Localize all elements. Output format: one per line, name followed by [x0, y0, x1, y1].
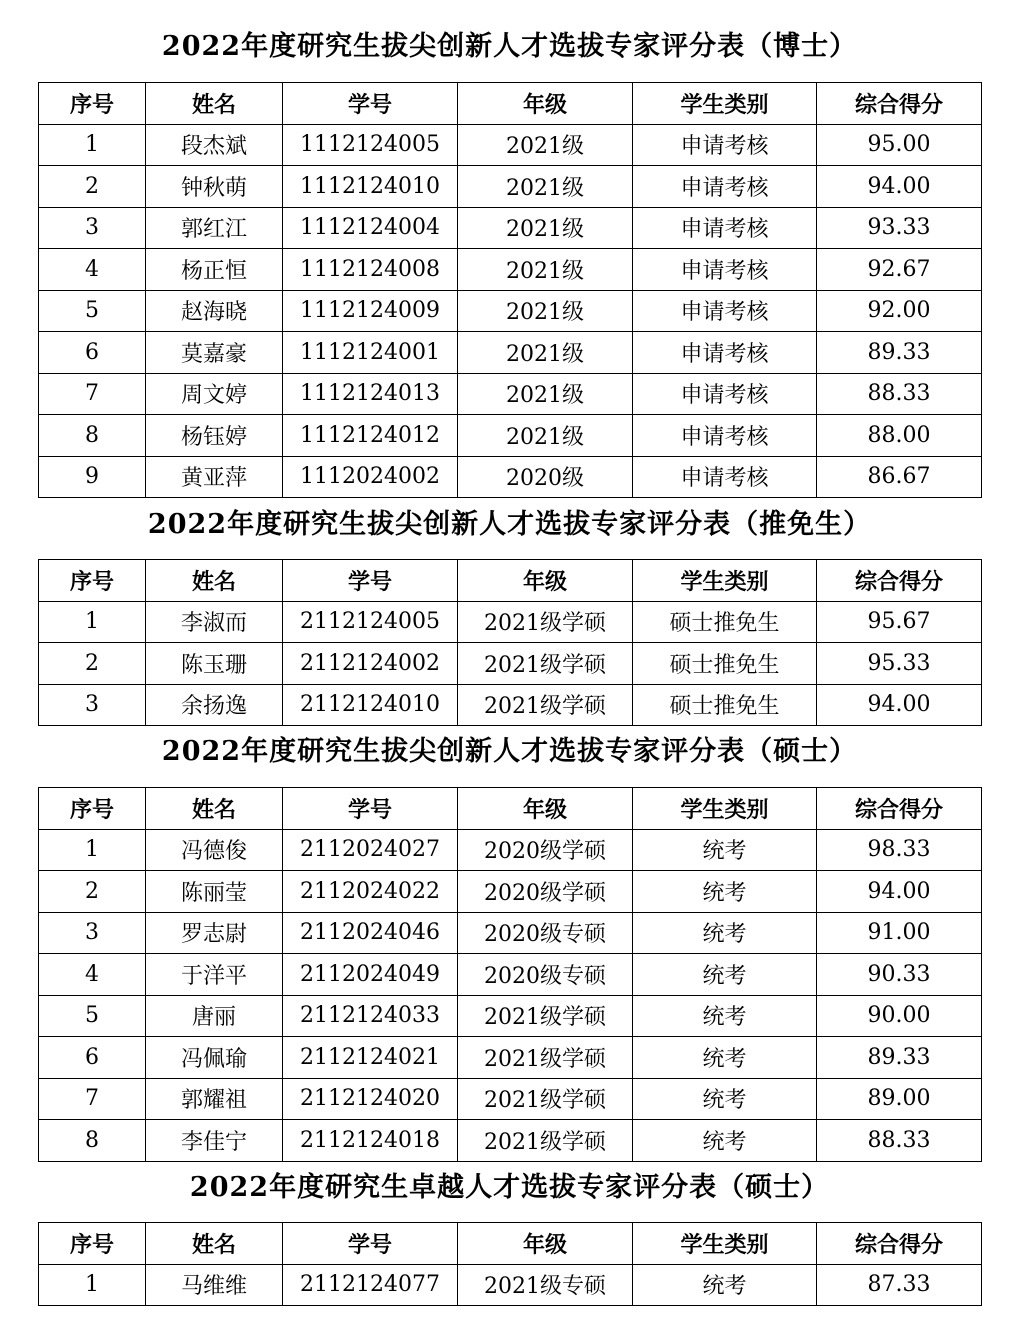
cell-index: 1: [39, 829, 146, 871]
table-row: [39, 1037, 982, 1079]
header-student-id: 学号: [283, 560, 458, 602]
section-title: 2022年度研究生拔尖创新人才选拔专家评分表（硕士）: [161, 736, 858, 767]
table-row: [39, 1078, 982, 1120]
header-row: [39, 83, 982, 125]
table-row: [39, 207, 982, 249]
cell-student-id: 1112124012: [283, 415, 458, 457]
cell-index: 1: [39, 1264, 146, 1306]
header-grade: 年级: [458, 788, 633, 830]
table-row: [39, 415, 982, 457]
score-table: [38, 787, 982, 1162]
cell-student-type: 申请考核: [633, 415, 817, 457]
cell-grade: 2020级专硕: [458, 912, 633, 954]
cell-score: 91.00: [817, 912, 982, 954]
table-row: [39, 456, 982, 498]
header-index: 序号: [39, 1223, 146, 1265]
header-student-id: 学号: [283, 788, 458, 830]
cell-name: 赵海晓: [146, 290, 283, 332]
cell-name: 冯佩瑜: [146, 1037, 283, 1079]
header-name: 姓名: [146, 1223, 283, 1265]
cell-student-type: 申请考核: [633, 456, 817, 498]
cell-name: 唐丽: [146, 995, 283, 1037]
cell-score: 88.33: [817, 1120, 982, 1162]
cell-name: 陈玉珊: [146, 643, 283, 685]
cell-grade: 2021级学硕: [458, 1037, 633, 1079]
cell-name: 李佳宁: [146, 1120, 283, 1162]
header-name: 姓名: [146, 560, 283, 602]
cell-grade: 2021级: [458, 415, 633, 457]
section-title: 2022年度研究生拔尖创新人才选拔专家评分表（博士）: [161, 31, 858, 62]
cell-index: 2: [39, 643, 146, 685]
cell-student-id: 1112124001: [283, 332, 458, 374]
cell-score: 92.00: [817, 290, 982, 332]
section-title: 2022年度研究生拔尖创新人才选拔专家评分表（推免生）: [147, 509, 872, 540]
cell-student-id: 2112124020: [283, 1078, 458, 1120]
cell-name: 陈丽莹: [146, 871, 283, 913]
cell-index: 6: [39, 1037, 146, 1079]
cell-score: 90.00: [817, 995, 982, 1037]
cell-student-type: 硕士推免生: [633, 601, 817, 643]
cell-score: 95.67: [817, 601, 982, 643]
cell-score: 92.67: [817, 249, 982, 291]
section-title: 2022年度研究生卓越人才选拔专家评分表（硕士）: [189, 1172, 830, 1203]
cell-score: 90.33: [817, 954, 982, 996]
cell-score: 94.00: [817, 871, 982, 913]
cell-grade: 2021级: [458, 332, 633, 374]
cell-name: 冯德俊: [146, 829, 283, 871]
header-index: 序号: [39, 788, 146, 830]
cell-index: 3: [39, 207, 146, 249]
score-table: [38, 82, 982, 498]
table-row: [39, 1264, 982, 1306]
cell-student-type: 统考: [633, 829, 817, 871]
cell-index: 5: [39, 995, 146, 1037]
table-row: [39, 601, 982, 643]
cell-name: 杨钰婷: [146, 415, 283, 457]
cell-grade: 2021级: [458, 373, 633, 415]
header-grade: 年级: [458, 83, 633, 125]
cell-score: 88.33: [817, 373, 982, 415]
cell-name: 罗志尉: [146, 912, 283, 954]
cell-student-type: 申请考核: [633, 249, 817, 291]
cell-name: 钟秋萌: [146, 166, 283, 208]
cell-name: 黄亚萍: [146, 456, 283, 498]
cell-student-id: 2112024049: [283, 954, 458, 996]
header-name: 姓名: [146, 788, 283, 830]
cell-name: 李淑而: [146, 601, 283, 643]
cell-student-id: 2112124021: [283, 1037, 458, 1079]
cell-grade: 2020级学硕: [458, 829, 633, 871]
cell-student-id: 1112124009: [283, 290, 458, 332]
cell-student-type: 统考: [633, 954, 817, 996]
header-score: 综合得分: [817, 560, 982, 602]
cell-student-type: 硕士推免生: [633, 684, 817, 726]
table-row: [39, 912, 982, 954]
header-index: 序号: [39, 560, 146, 602]
header-score: 综合得分: [817, 83, 982, 125]
cell-index: 7: [39, 373, 146, 415]
cell-index: 2: [39, 871, 146, 913]
cell-index: 1: [39, 601, 146, 643]
cell-student-type: 统考: [633, 1078, 817, 1120]
cell-student-id: 2112024022: [283, 871, 458, 913]
header-score: 综合得分: [817, 1223, 982, 1265]
cell-student-type: 统考: [633, 912, 817, 954]
cell-score: 93.33: [817, 207, 982, 249]
cell-student-id: 1112024002: [283, 456, 458, 498]
cell-name: 余扬逸: [146, 684, 283, 726]
cell-student-type: 申请考核: [633, 124, 817, 166]
cell-score: 87.33: [817, 1264, 982, 1306]
cell-name: 段杰斌: [146, 124, 283, 166]
table-row: [39, 332, 982, 374]
header-student-id: 学号: [283, 83, 458, 125]
cell-score: 89.33: [817, 1037, 982, 1079]
cell-student-id: 2112024046: [283, 912, 458, 954]
header-score: 综合得分: [817, 788, 982, 830]
cell-index: 8: [39, 415, 146, 457]
cell-student-type: 统考: [633, 1037, 817, 1079]
cell-score: 95.00: [817, 124, 982, 166]
cell-score: 95.33: [817, 643, 982, 685]
cell-index: 6: [39, 332, 146, 374]
table-row: [39, 166, 982, 208]
cell-student-type: 统考: [633, 1264, 817, 1306]
header-student-type: 学生类别: [633, 83, 817, 125]
cell-name: 杨正恒: [146, 249, 283, 291]
cell-grade: 2020级: [458, 456, 633, 498]
score-table: [38, 1222, 982, 1306]
cell-name: 周文婷: [146, 373, 283, 415]
cell-student-type: 统考: [633, 871, 817, 913]
cell-student-id: 1112124008: [283, 249, 458, 291]
cell-student-id: 1112124013: [283, 373, 458, 415]
table-row: [39, 249, 982, 291]
cell-index: 2: [39, 166, 146, 208]
cell-student-type: 硕士推免生: [633, 643, 817, 685]
cell-student-id: 1112124010: [283, 166, 458, 208]
cell-grade: 2021级学硕: [458, 684, 633, 726]
cell-score: 88.00: [817, 415, 982, 457]
cell-index: 4: [39, 954, 146, 996]
cell-index: 1: [39, 124, 146, 166]
cell-student-id: 1112124004: [283, 207, 458, 249]
cell-student-type: 申请考核: [633, 290, 817, 332]
cell-index: 3: [39, 684, 146, 726]
header-name: 姓名: [146, 83, 283, 125]
table-row: [39, 871, 982, 913]
cell-grade: 2021级学硕: [458, 643, 633, 685]
table-row: [39, 373, 982, 415]
cell-grade: 2021级: [458, 124, 633, 166]
cell-grade: 2021级学硕: [458, 1120, 633, 1162]
cell-student-id: 2112124005: [283, 601, 458, 643]
cell-score: 89.00: [817, 1078, 982, 1120]
cell-name: 郭耀祖: [146, 1078, 283, 1120]
cell-grade: 2021级: [458, 249, 633, 291]
table-row: [39, 954, 982, 996]
table-row: [39, 643, 982, 685]
cell-grade: 2021级: [458, 290, 633, 332]
cell-student-type: 申请考核: [633, 207, 817, 249]
cell-score: 94.00: [817, 684, 982, 726]
cell-student-type: 统考: [633, 1120, 817, 1162]
cell-student-type: 申请考核: [633, 166, 817, 208]
cell-score: 86.67: [817, 456, 982, 498]
cell-name: 郭红江: [146, 207, 283, 249]
table-row: [39, 995, 982, 1037]
cell-name: 马维维: [146, 1264, 283, 1306]
table-row: [39, 1120, 982, 1162]
table-row: [39, 124, 982, 166]
cell-grade: 2021级: [458, 166, 633, 208]
header-student-id: 学号: [283, 1223, 458, 1265]
cell-index: 4: [39, 249, 146, 291]
cell-student-id: 1112124005: [283, 124, 458, 166]
cell-student-type: 申请考核: [633, 332, 817, 374]
cell-grade: 2020级学硕: [458, 871, 633, 913]
cell-score: 98.33: [817, 829, 982, 871]
header-index: 序号: [39, 83, 146, 125]
cell-student-id: 2112124033: [283, 995, 458, 1037]
header-student-type: 学生类别: [633, 788, 817, 830]
cell-grade: 2021级专硕: [458, 1264, 633, 1306]
score-table: [38, 559, 982, 726]
cell-name: 莫嘉豪: [146, 332, 283, 374]
header-student-type: 学生类别: [633, 1223, 817, 1265]
cell-student-id: 2112124010: [283, 684, 458, 726]
table-row: [39, 684, 982, 726]
cell-grade: 2021级学硕: [458, 995, 633, 1037]
header-grade: 年级: [458, 1223, 633, 1265]
table-row: [39, 829, 982, 871]
cell-score: 94.00: [817, 166, 982, 208]
cell-score: 89.33: [817, 332, 982, 374]
cell-index: 8: [39, 1120, 146, 1162]
cell-name: 于洋平: [146, 954, 283, 996]
cell-student-id: 2112124002: [283, 643, 458, 685]
table-row: [39, 290, 982, 332]
cell-student-id: 2112124077: [283, 1264, 458, 1306]
cell-index: 3: [39, 912, 146, 954]
cell-student-type: 统考: [633, 995, 817, 1037]
header-grade: 年级: [458, 560, 633, 602]
header-row: [39, 1223, 982, 1265]
cell-student-type: 申请考核: [633, 373, 817, 415]
cell-grade: 2021级学硕: [458, 601, 633, 643]
cell-grade: 2021级学硕: [458, 1078, 633, 1120]
cell-grade: 2020级专硕: [458, 954, 633, 996]
cell-student-id: 2112024027: [283, 829, 458, 871]
header-student-type: 学生类别: [633, 560, 817, 602]
cell-index: 7: [39, 1078, 146, 1120]
cell-grade: 2021级: [458, 207, 633, 249]
header-row: [39, 560, 982, 602]
cell-student-id: 2112124018: [283, 1120, 458, 1162]
header-row: [39, 788, 982, 830]
cell-index: 5: [39, 290, 146, 332]
cell-index: 9: [39, 456, 146, 498]
